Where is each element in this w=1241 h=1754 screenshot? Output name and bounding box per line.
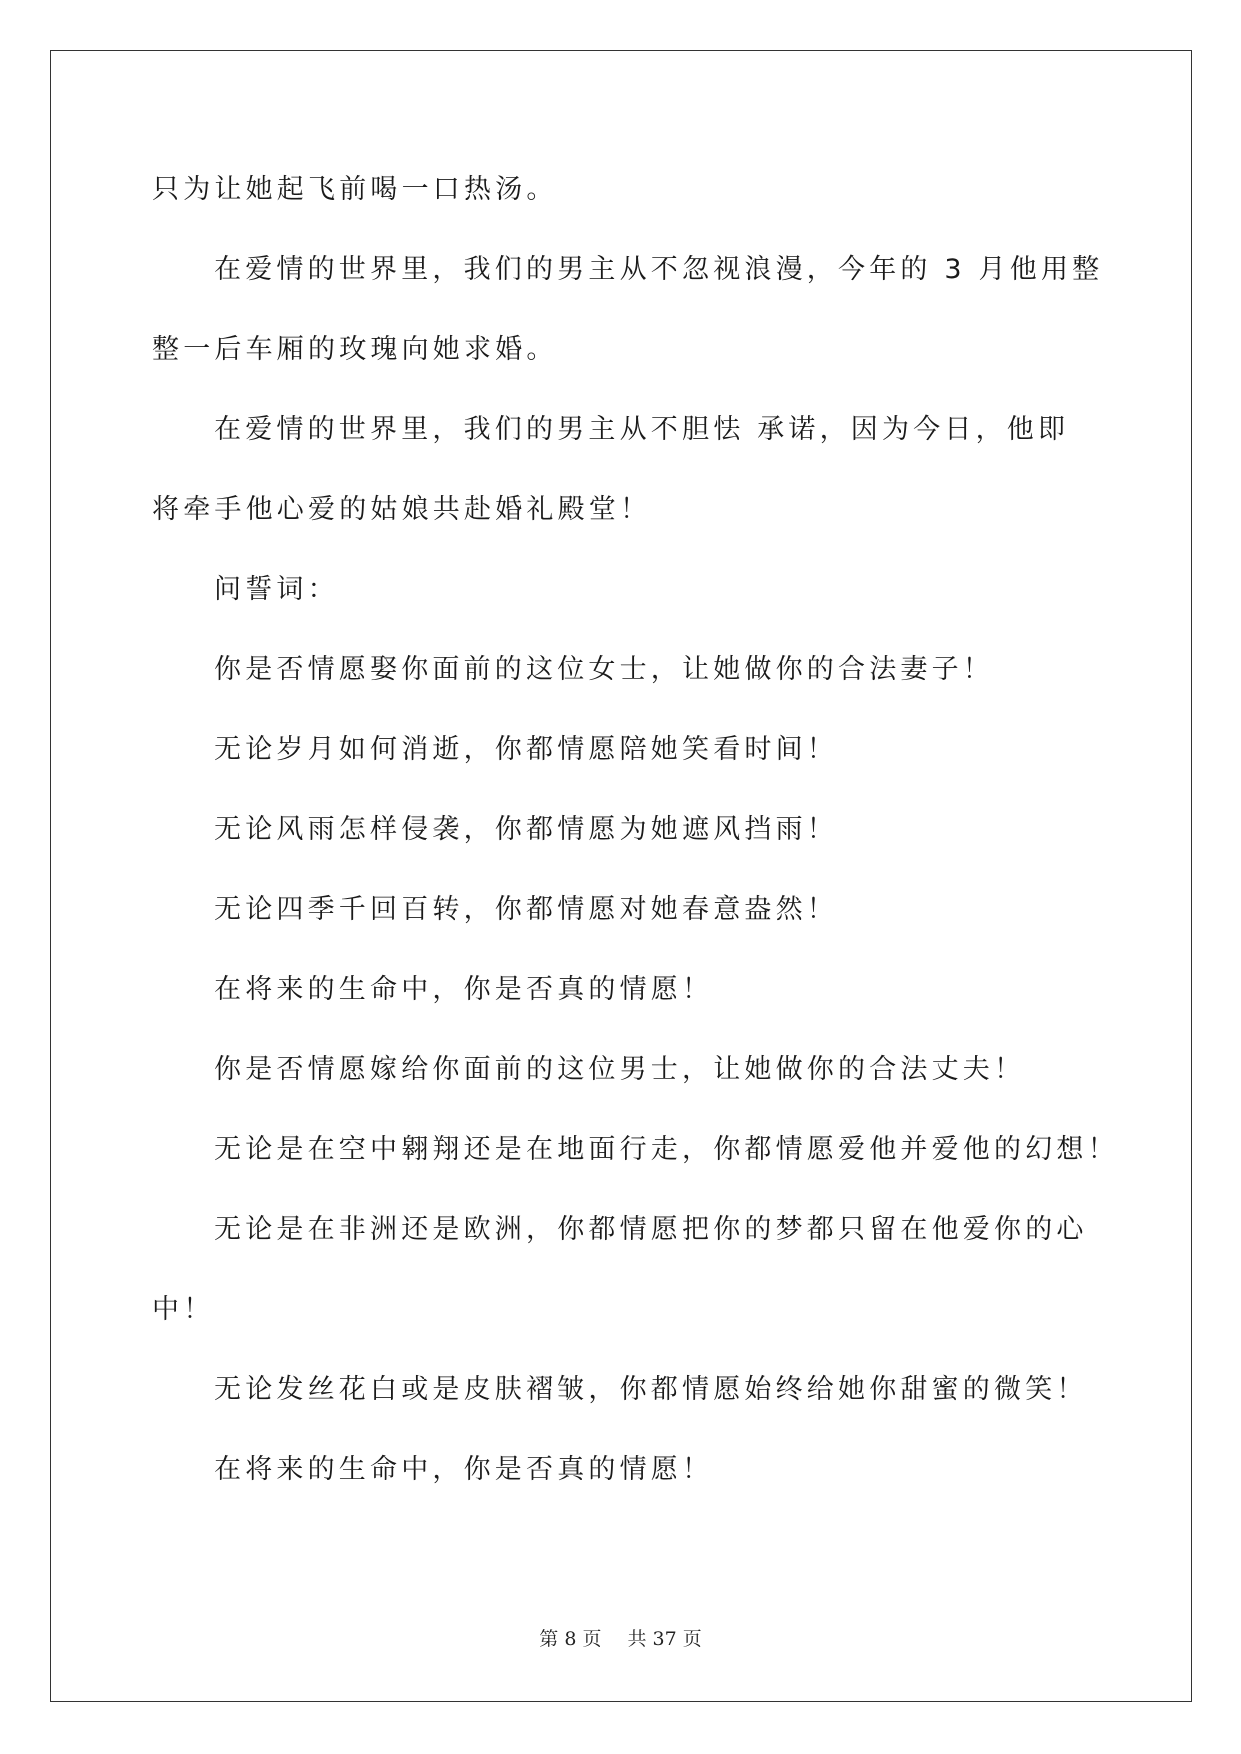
text-line: 中！	[152, 1294, 215, 1325]
text-line: 在爱情的世界里，我们的男主从不胆怯 承诺，因为今日，他即	[214, 414, 1070, 445]
text-line: 无论风雨怎样侵袭，你都情愿为她遮风挡雨！	[214, 814, 838, 845]
text-line: 无论岁月如何消逝，你都情愿陪她笑看时间！	[214, 734, 838, 765]
document-body	[152, 150, 1119, 1510]
text-line: 只为让她起飞前喝一口热汤。	[152, 174, 558, 205]
text-line: 你是否情愿嫁给你面前的这位男士，让她做你的合法丈夫！	[214, 1054, 1026, 1085]
text-line: 无论发丝花白或是皮肤褶皱，你都情愿始终给她你甜蜜的微笑！	[214, 1374, 1088, 1405]
text-line: 无论四季千回百转，你都情愿对她春意盎然！	[214, 894, 838, 925]
text-line: 在将来的生命中，你是否真的情愿！	[214, 1454, 714, 1485]
text-line: 将牵手他心爱的姑娘共赴婚礼殿堂！	[152, 494, 652, 525]
page-total: 共 37 页	[627, 1628, 702, 1650]
text-line: 在将来的生命中，你是否真的情愿！	[214, 974, 714, 1005]
text-line: 无论是在非洲还是欧洲，你都情愿把你的梦都只留在他爱你的心	[214, 1214, 1088, 1245]
text-line: 在爱情的世界里，我们的男主从不忽视浪漫，今年的 3 月他用整	[214, 254, 1104, 285]
text-line: 你是否情愿娶你面前的这位女士，让她做你的合法妻子！	[214, 654, 994, 685]
text-line: 问誓词：	[214, 574, 339, 605]
page-footer	[0, 1624, 1241, 1651]
text-line: 整一后车厢的玫瑰向她求婚。	[152, 334, 558, 365]
text-line: 无论是在空中翱翔还是在地面行走，你都情愿爱他并爱他的幻想！	[214, 1134, 1119, 1165]
page-number: 第 8 页	[539, 1628, 602, 1650]
